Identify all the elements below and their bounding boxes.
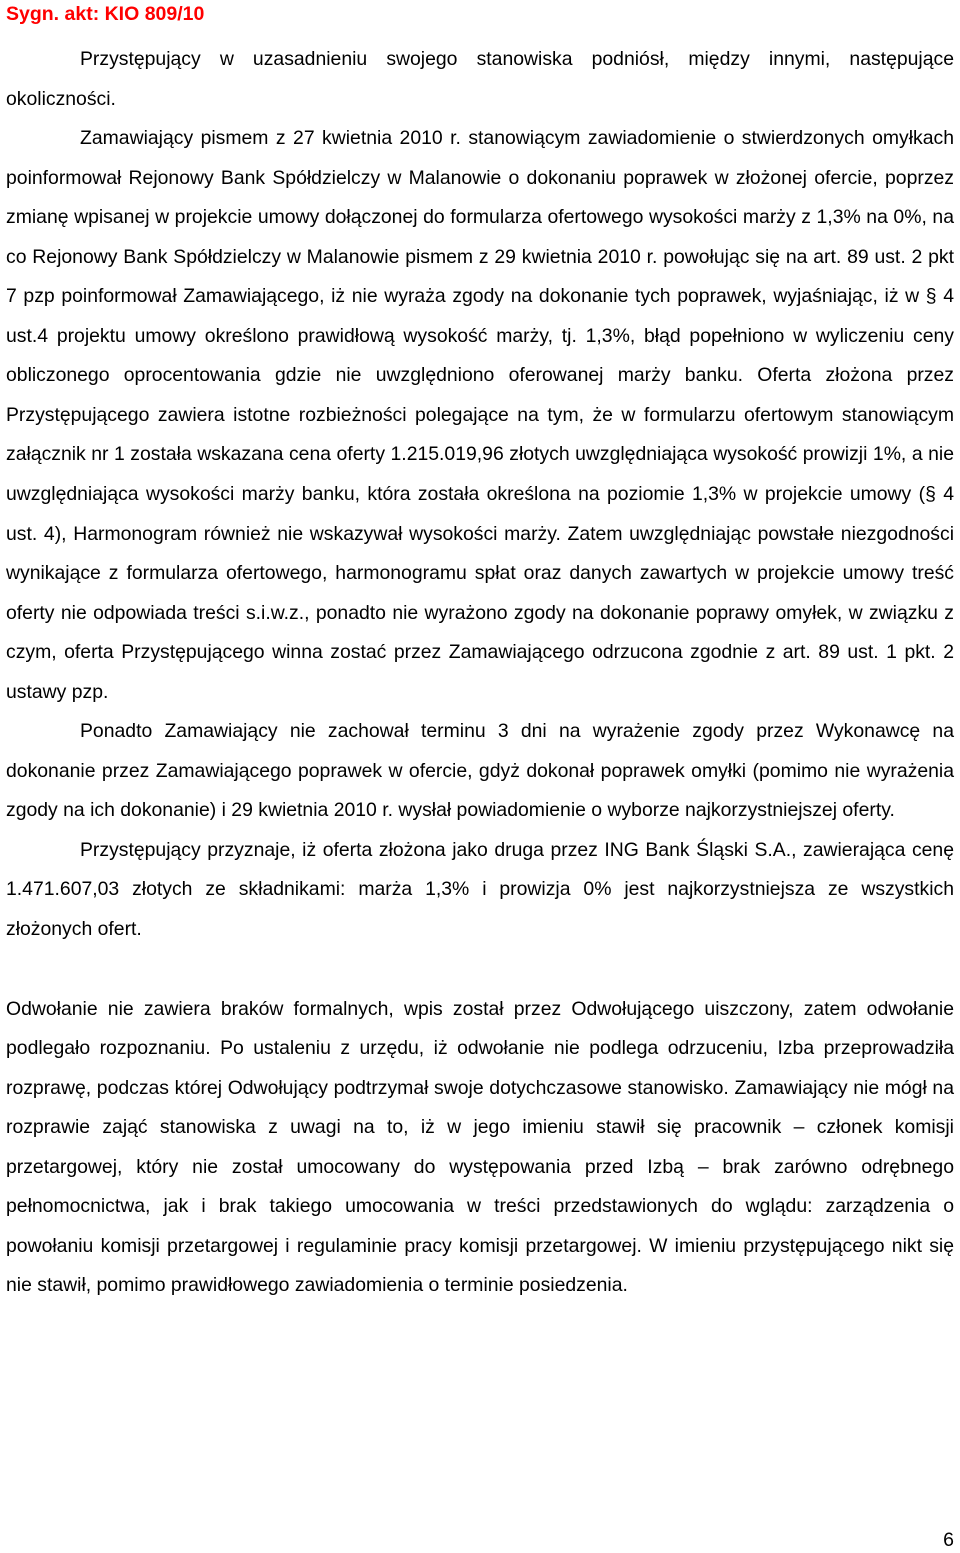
paragraph-gap: [6, 950, 954, 990]
document-body: [6, 40, 954, 1306]
paragraph-appeal-formal: Odwołanie nie zawiera braków formalnych, wpis został przez Odwołującego uiszczony, zatem odwołanie podlegało rozpoznaniu. Po ustaleniu z urzędu, iż odwołanie nie podlega odrzuceniu, Izba przeprowadziła rozprawę, podczas której Odwołujący podtrzymał swoje dotychczasowe stanowisko. Zamawiający nie mógł na rozprawie zająć stanowiska z uwagi na to, iż w jego imieniu stawił się pracownik – członek komisji przetargowej, który nie został umocowany do występowania przed Izbą – brak zarówno odrębnego pełnomocnictwa, jak i brak takiego umocowania w treści przedstawionych do wglądu: zarządzenia o powołaniu komisji przetargowej i regulaminie pracy komisji przetargowej. W imieniu przystępującego nikt się nie stawił, pomimo prawidłowego zawiadomienia o terminie posiedzenia.: [6, 997, 954, 1297]
case-signature: Sygn. akt: KIO 809/10: [6, 3, 205, 25]
paragraph-ing-offer: Przystępujący przyznaje, iż oferta złożona jako druga przez ING Bank Śląski S.A., zawierająca cenę 1.471.607,03 złotych ze składnikami: marża 1,3% i prowizja 0% jest najkorzystniejsza ze wszystkich złożonych ofert.: [6, 838, 954, 941]
paragraph-correction-notice: Zamawiający pismem z 27 kwietnia 2010 r. stanowiącym zawiadomienie o stwierdzonych omyłkach poinformował Rejonowy Bank Spółdzielczy w Malanowie o dokonaniu poprawek w złożonej ofercie, poprzez zmianę wpisanej w projekcie umowy dołączonej do formularza ofertowego wysokości marży z 1,3% na 0%, na co Rejonowy Bank Spółdzielczy w Malanowie pismem z 29 kwietnia 2010 r. powołując się na art. 89 ust. 2 pkt 7 pzp poinformował Zamawiającego, iż nie wyraża zgody na dokonanie tych poprawek, wyjaśniając, iż w § 4 ust.4 projektu umowy określono prawidłową wysokość marży, tj. 1,3%, błąd popełniono w wyliczeniu ceny obliczonego oprocentowania gdzie nie uwzględniono oferowanej marży banku. Oferta złożona przez Przystępującego zawiera istotne rozbieżności polegające na tym, że w formularzu ofertowym stanowiącym załącznik nr 1 została wskazana cena oferty 1.215.019,96 złotych uwzględniająca wysokość prowizji 1%, a nie uwzględniająca wysokości marży banku, która została określona na poziomie 1,3% w projekcie umowy (§ 4 ust. 4), Harmonogram również nie wskazywał wysokości marży. Zatem uwzględniając powstałe niezgodności wynikające z formularza ofertowego, harmonogramu spłat oraz danych zawartych w projekcie umowy treść oferty nie odpowiada treści s.i.w.z., ponadto nie wyrażono zgody na dokonanie poprawy omyłek, w związku z czym, oferta Przystępującego winna zostać przez Zamawiającego odrzucona zgodnie z art. 89 ust. 1 pkt. 2 ustawy pzp.: [6, 127, 954, 703]
page-number: 6: [943, 1529, 954, 1551]
paragraph-intervener-intro: Przystępujący w uzasadnieniu swojego stanowiska podniósł, między innymi, następujące okoliczności.: [6, 48, 954, 110]
paragraph-deadline: Ponadto Zamawiający nie zachował terminu 3 dni na wyrażenie zgody przez Wykonawcę na dokonanie przez Zamawiającego poprawek w ofercie, gdyż dokonał poprawek omyłki (pomimo nie wyrażenia zgody na ich dokonanie) i 29 kwietnia 2010 r. wysłał powiadomienie o wyborze najkorzystniejszej oferty.: [6, 720, 954, 822]
